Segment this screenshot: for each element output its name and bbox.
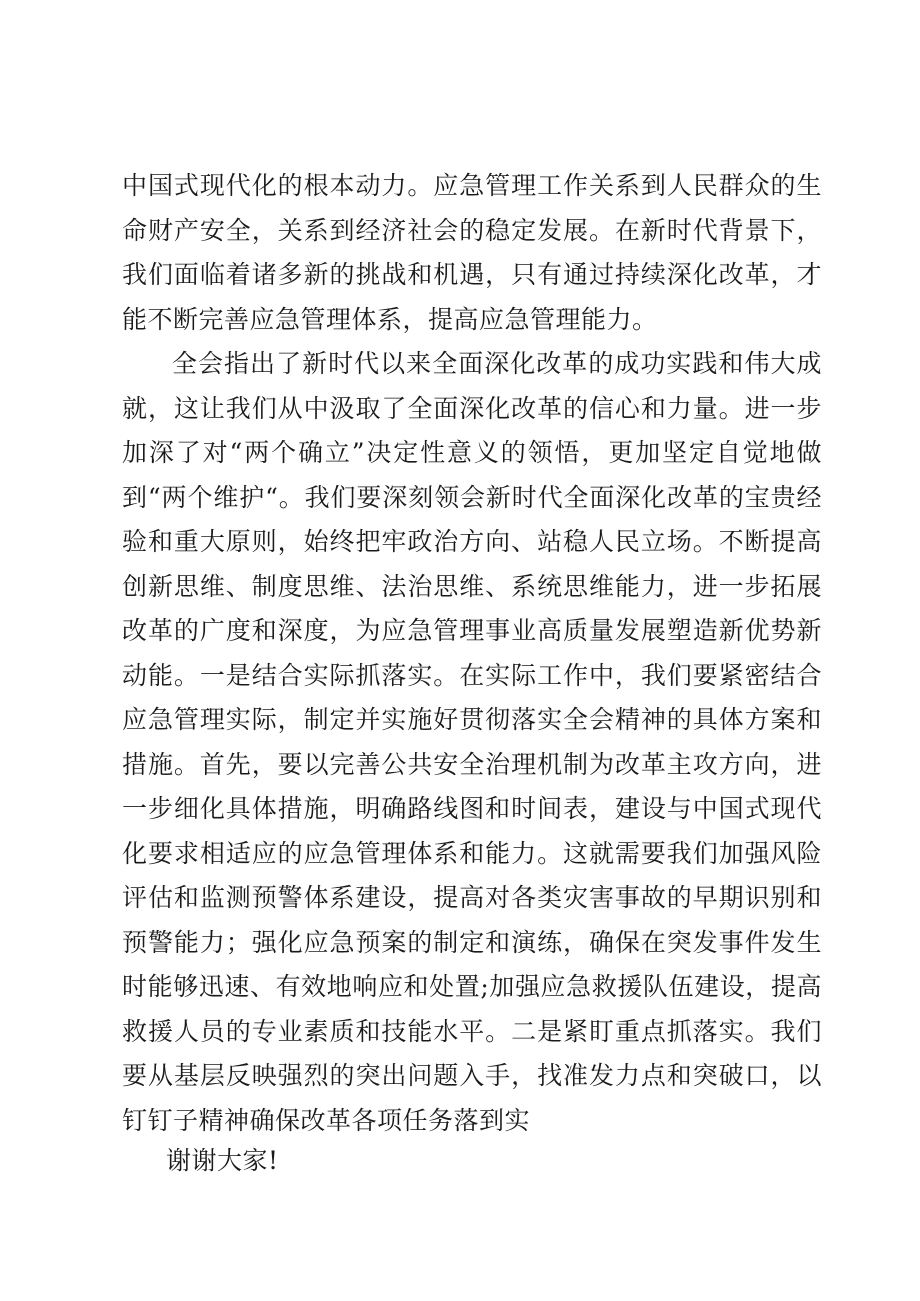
paragraph-main: 全会指出了新时代以来全面深化改革的成功实践和伟大成就，这让我们从中汲取了全面深化改革的信心和力量。进一步加深了对“两个确立”决定性意义的领悟，更加坚定自觉地做到“两个维护“。我们要深刻领会新时代全面深化改革的宝贵经验和重大原则，始终把牢政治方向、站稳人民立场。不断提高创新思维、制度思维、法治思维、系统思维能力，进一步拓展改革的广度和深度，为应急管理事业高质量发展塑造新优势新动能。一是结合实际抓落实。在实际工作中，我们要紧密结合应急管理实际，制定并实施好贯彻落实全会精神的具体方案和措施。首先，要以完善公共安全治理机制为改革主攻方向，进一步细化具体措施，明确路线图和时间表，建设与中国式现代化要求相适应的应急管理体系和能力。这就需要我们加强风险评估和监测预警体系建设，提高对各类灾害事故的早期识别和预警能力；强化应急预案的制定和演练，确保在突发事件发生时能够迅速、有效地响应和处置;加强应急救援队伍建设，提高救援人员的专业素质和技能水平。二是紧盯重点抓落实。我们要从基层反映强烈的突出问题入手，找准发力点和突破口，以钉钉子精神确保改革各项任务落到实: [122, 349, 822, 1135]
paragraph-intro: 中国式现代化的根本动力。应急管理工作关系到人民群众的生命财产安全，关系到经济社会的稳定发展。在新时代背景下，我们面临着诸多新的挑战和机遇，只有通过持续深化改革，才能不断完善应急管理体系，提高应急管理能力。: [122, 171, 822, 334]
closing-remark: 谢谢大家!: [166, 1146, 279, 1175]
document-body: [122, 164, 822, 1179]
